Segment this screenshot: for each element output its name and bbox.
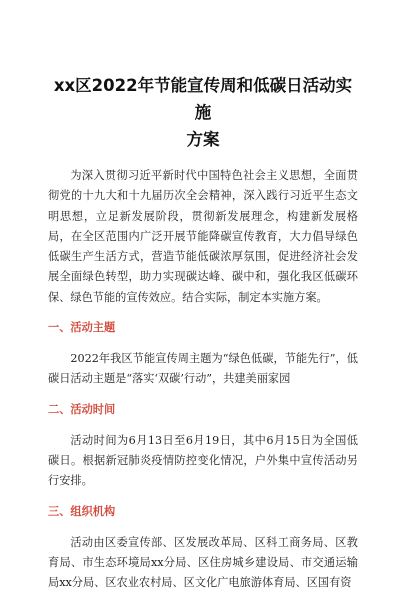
intro-paragraph: 为深入贯彻习近平新时代中国特色社会主义思想，全面贯彻党的十九大和十九届历次全会精神，深入践行习近平生态文明思想，立足新发展阶段，贯彻新发展理念，构建新发展格局，在全区范围内广泛开展节能降碳宣传教育，大力倡导绿色低碳生产生活方式，营造节能低碳浓厚氛围，促进经济社会发展全面绿色转型，助力实现碳达峰、碳中和，强化我区低碳环保、绿色节能的宣传效应。结合实际，制定本实施方案。 [48, 169, 358, 304]
title-line-1: xx区2022年节能宣传周和低碳日活动实施 [53, 76, 353, 122]
document-title [48, 72, 358, 153]
section-body-time: 活动时间为6月13日至6月19日，其中6月15日为全国低碳日。根据新冠肺炎疫情防控变化情况，户外集中宣传活动另行安排。 [48, 433, 358, 488]
section-body-theme: 2022年我区节能宣传周主题为“绿色低碳，节能先行”，低碳日活动主题是“落实‘双碳’行动”，共建美丽家园 [48, 352, 358, 386]
section-heading-theme: 一、活动主题 [48, 321, 116, 335]
section-heading-organization: 三、组织机构 [48, 504, 116, 518]
title-line-2: 方案 [186, 130, 220, 149]
section-heading-time: 二、活动时间 [48, 402, 116, 416]
section-body-organization: 活动由区委宣传部、区发展改革局、区科工商务局、区教育局、市生态环境局xx分局、区住房城乡建设局、市交通运输局xx分局、区农业农村局、区文化广电旅游体育局、区国有资 [48, 535, 358, 590]
